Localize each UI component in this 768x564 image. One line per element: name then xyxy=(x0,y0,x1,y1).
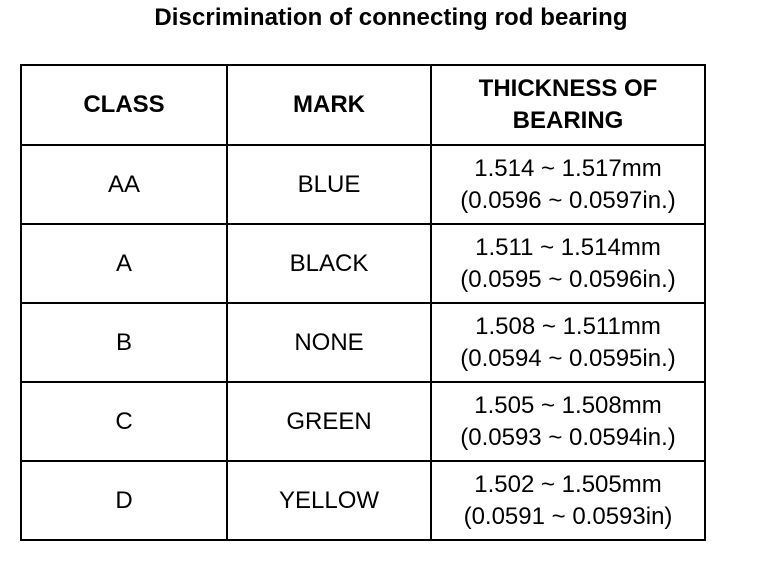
thickness-mm: 1.505 ~ 1.508mm xyxy=(474,391,662,419)
thickness-in: (0.0593 ~ 0.0594in.) xyxy=(460,423,676,451)
class-cell: A xyxy=(21,224,227,303)
thickness-cell xyxy=(431,382,705,461)
thickness-mm: 1.508 ~ 1.511mm xyxy=(475,312,661,340)
thickness-cell xyxy=(431,145,705,224)
thickness-mm: 1.514 ~ 1.517mm xyxy=(474,154,662,182)
thickness-cell xyxy=(431,461,705,540)
table-row xyxy=(21,224,705,303)
header-class: CLASS xyxy=(21,65,227,145)
mark-cell: YELLOW xyxy=(227,461,431,540)
thickness-cell xyxy=(431,224,705,303)
class-cell: D xyxy=(21,461,227,540)
thickness-in: (0.0595 ~ 0.0596in.) xyxy=(460,265,676,293)
thickness-in: (0.0594 ~ 0.0595in.) xyxy=(460,344,676,372)
header-thickness-line1: THICKNESS OF xyxy=(478,75,658,102)
mark-cell: BLUE xyxy=(227,145,431,224)
table-row xyxy=(21,145,705,224)
thickness-mm: 1.511 ~ 1.514mm xyxy=(475,233,661,261)
header-thickness-line2: BEARING xyxy=(512,107,624,134)
thickness-cell xyxy=(431,303,705,382)
table-row xyxy=(21,461,705,540)
class-cell: B xyxy=(21,303,227,382)
bearing-table xyxy=(20,64,706,541)
table-row xyxy=(21,303,705,382)
mark-cell: NONE xyxy=(227,303,431,382)
page-title: Discrimination of connecting rod bearing xyxy=(154,4,628,31)
thickness-in: (0.0596 ~ 0.0597in.) xyxy=(460,186,676,214)
mark-cell: BLACK xyxy=(227,224,431,303)
thickness-mm: 1.502 ~ 1.505mm xyxy=(474,470,662,498)
table-row xyxy=(21,382,705,461)
class-cell: AA xyxy=(21,145,227,224)
thickness-in: (0.0591 ~ 0.0593in) xyxy=(463,502,673,530)
table-header-row xyxy=(21,65,705,145)
class-cell: C xyxy=(21,382,227,461)
header-mark: MARK xyxy=(227,65,431,145)
mark-cell: GREEN xyxy=(227,382,431,461)
header-thickness xyxy=(431,65,705,145)
